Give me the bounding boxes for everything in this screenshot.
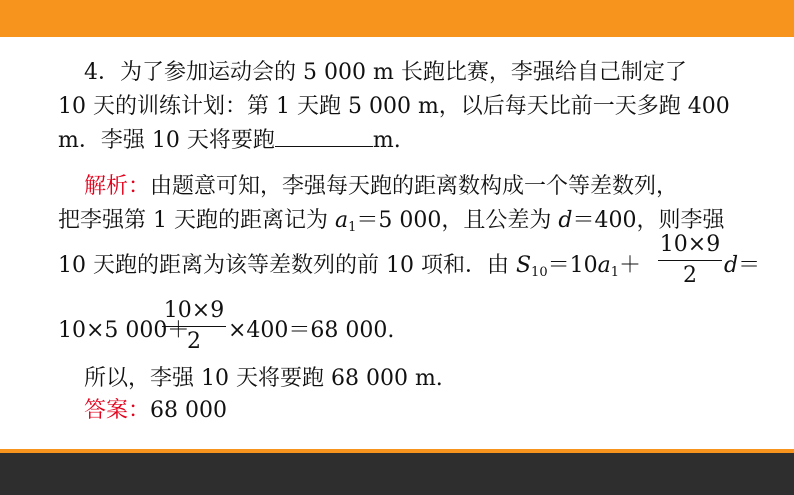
solution-text-3a: 10 天跑的距离为该等差数列的前 10 项和．由 — [58, 253, 516, 278]
fraction-1-numerator: 10×9 — [659, 232, 721, 257]
problem-line-2: 10 天的训练计划：第 1 天跑 5 000 m，以后每天比前一天多跑 400 — [58, 94, 730, 119]
solution-line-5: 所以，李强 10 天将要跑 68 000 m. — [84, 366, 443, 391]
d-symbol-2: d — [724, 253, 739, 278]
solution-line-3-end — [724, 251, 760, 281]
fraction-2-denominator: 2 — [187, 329, 201, 354]
answer-value: 68 000 — [150, 398, 227, 423]
fraction-2-bar — [162, 326, 226, 327]
solution-line-4b: ×400＝68 000. — [228, 318, 395, 343]
a-subscript-2: 1 — [610, 265, 619, 280]
equals-sign: ＝ — [738, 253, 761, 278]
a-symbol-2: a — [597, 253, 611, 278]
answer-blank — [275, 126, 373, 147]
problem-line-3-text: m．李强 10 天将要跑 — [58, 128, 275, 153]
solution-line-3 — [58, 251, 641, 281]
problem-line-1: 4．为了参加运动会的 5 000 m 长跑比赛，李强给自己制定了 — [84, 60, 687, 85]
a-subscript: 1 — [348, 220, 357, 235]
problem-line-3 — [58, 126, 401, 156]
answer-line — [84, 396, 227, 426]
top-banner — [0, 0, 794, 37]
d-symbol: d — [558, 208, 573, 233]
answer-label: 答案： — [84, 398, 151, 423]
problem-line-3-unit: m. — [372, 128, 401, 153]
fraction-1 — [658, 232, 722, 289]
solution-line-2 — [58, 206, 724, 236]
solution-line-1 — [84, 172, 678, 202]
solution-line-4a: 10×5 000＋ — [58, 318, 190, 343]
solution-text-2a: 把李强第 1 天跑的距离记为 — [58, 208, 335, 233]
S-subscript: 10 — [531, 265, 548, 280]
footer-bar — [0, 453, 794, 495]
solution-text-2b: ＝5 000，且公差为 — [356, 208, 559, 233]
fraction-2 — [162, 298, 226, 355]
plus-sign: ＋ — [619, 253, 642, 278]
S-symbol: S — [515, 253, 532, 278]
fraction-2-numerator: 10×9 — [163, 298, 225, 323]
solution-text-2c: ＝400，则李强 — [572, 208, 725, 233]
solution-text-3b: ＝10 — [547, 253, 598, 278]
fraction-1-bar — [658, 260, 722, 261]
solution-text-1: 由题意可知，李强每天跑的距离数构成一个等差数列， — [150, 174, 679, 199]
solution-label: 解析： — [84, 174, 151, 199]
a-symbol: a — [334, 208, 349, 233]
fraction-1-denominator: 2 — [683, 263, 697, 288]
